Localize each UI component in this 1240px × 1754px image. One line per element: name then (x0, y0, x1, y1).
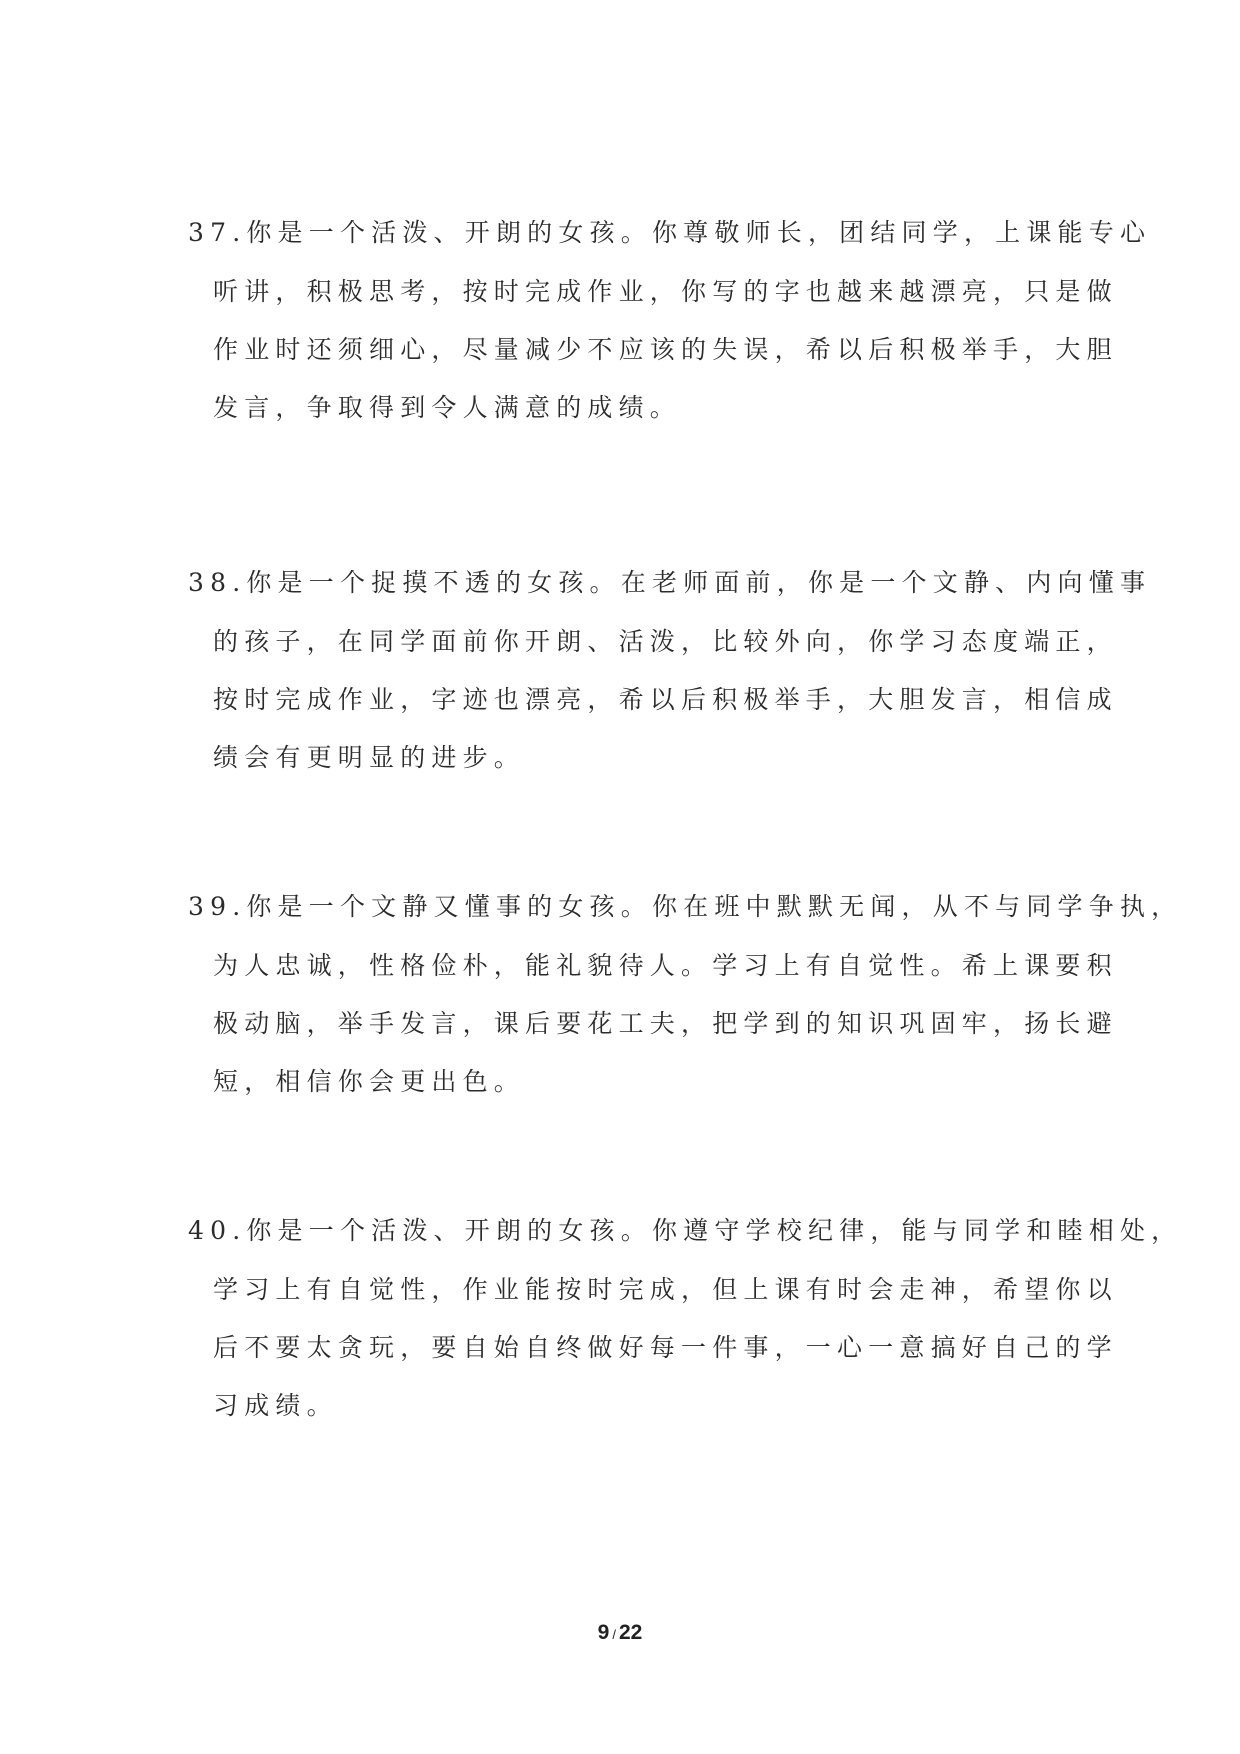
entry-line: 38.你是一个捉摸不透的女孩。在老师面前，你是一个文静、内向懂事 (188, 568, 1152, 597)
entry-line: 短，相信你会更出色。 (213, 1067, 526, 1096)
entry-line: 为人忠诚，性格俭朴，能礼貌待人。学习上有自觉性。希上课要积 (213, 951, 1118, 980)
entry-line: 习成绩。 (213, 1391, 338, 1420)
page-number (0, 1619, 1240, 1647)
entry-line: 后不要太贪玩，要自始自终做好每一件事，一心一意搞好自己的学 (213, 1333, 1118, 1362)
entry-line: 37.你是一个活泼、开朗的女孩。你尊敬师长，团结同学，上课能专心 (188, 218, 1152, 247)
entry-line: 绩会有更明显的进步。 (213, 743, 526, 772)
entry-line: 按时完成作业，字迹也漂亮，希以后积极举手，大胆发言，相信成 (213, 685, 1118, 714)
total-page-count: 22 (618, 1621, 643, 1644)
entry-line: 听讲，积极思考，按时完成作业，你写的字也越来越漂亮，只是做 (213, 277, 1118, 306)
current-page-number: 9 (597, 1621, 610, 1644)
entry-line: 作业时还须细心，尽量减少不应该的失误，希以后积极举手，大胆 (213, 335, 1118, 364)
entry-line: 39.你是一个文静又懂事的女孩。你在班中默默无闻，从不与同学争执， (188, 892, 1183, 921)
page-separator: / (612, 1627, 616, 1642)
entry-line: 学习上有自觉性，作业能按时完成，但上课有时会走神，希望你以 (213, 1275, 1118, 1304)
entry-line: 的孩子，在同学面前你开朗、活泼，比较外向，你学习态度端正， (213, 627, 1118, 656)
entry-line: 极动脑，举手发言，课后要花工夫，把学到的知识巩固牢，扬长避 (213, 1009, 1118, 1038)
entry-line: 40.你是一个活泼、开朗的女孩。你遵守学校纪律，能与同学和睦相处， (188, 1216, 1183, 1245)
entry-line: 发言，争取得到令人满意的成绩。 (213, 393, 682, 422)
